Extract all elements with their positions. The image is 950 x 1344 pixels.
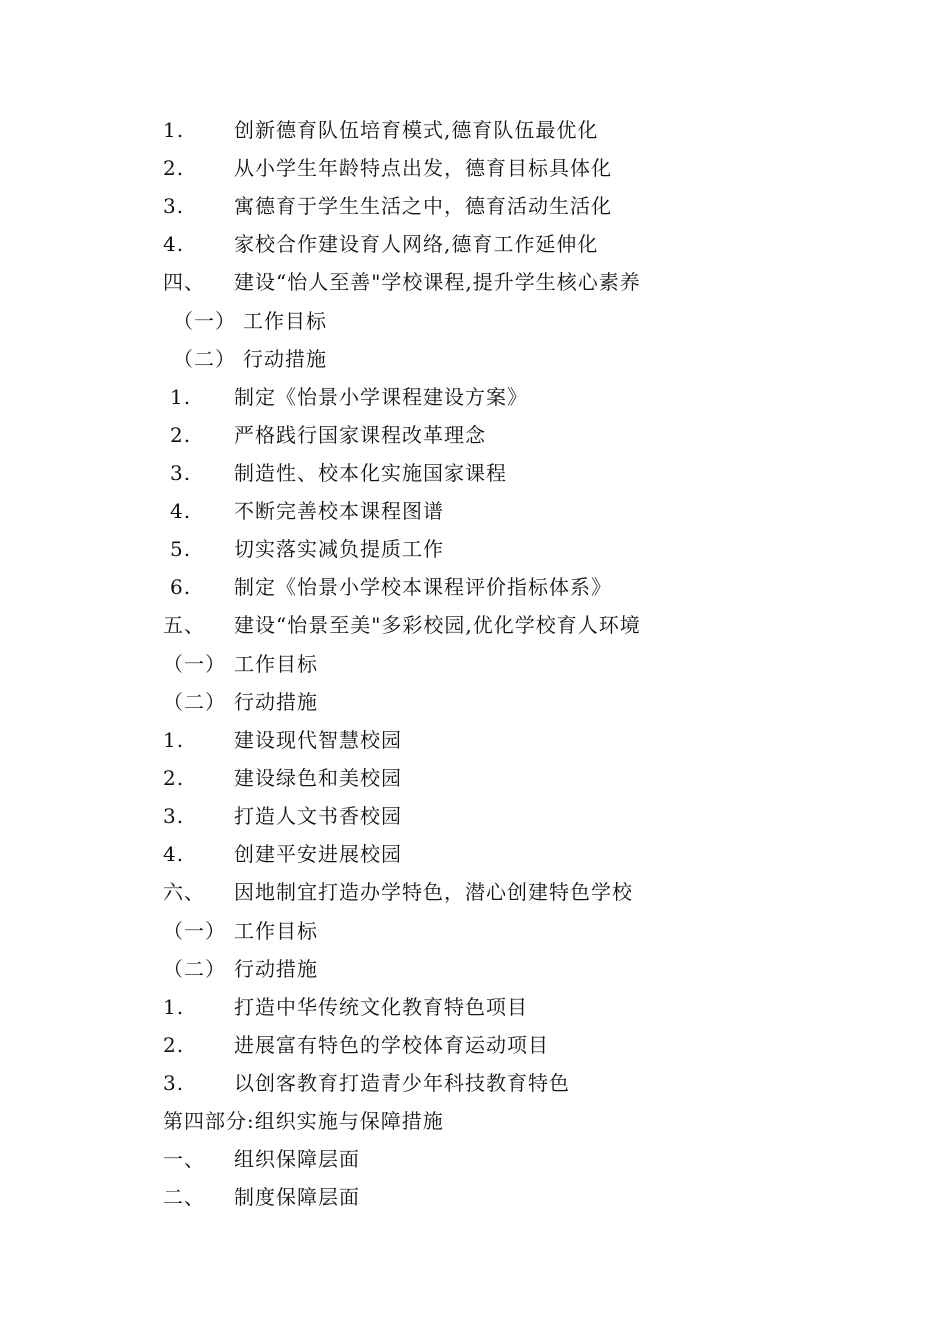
list-item-text: 制定《怡景小学校本课程评价指标体系》 — [234, 575, 612, 599]
section-title: 组织保障层面 — [234, 1147, 360, 1171]
list-item-text: 家校合作建设育人网络,德育工作延伸化 — [234, 232, 599, 256]
section-title: 因地制宜打造办学特色，潜心创建特色学校 — [234, 880, 633, 904]
list-marker: 2. — [163, 766, 185, 790]
subsection-marker: （一） — [163, 652, 226, 676]
list-item-text: 创建平安进展校园 — [234, 842, 402, 866]
list-marker: 6. — [170, 575, 192, 599]
section-title: 建设“怡景至美"多彩校园,优化学校育人环境 — [234, 613, 641, 637]
section-title: 制度保障层面 — [234, 1185, 360, 1209]
subsection-title: 工作目标 — [243, 309, 327, 333]
list-marker: 3. — [163, 194, 185, 218]
subsection-marker: （二） — [173, 347, 236, 371]
part-title: 第四部分:组织实施与保障措施 — [163, 1109, 444, 1133]
list-item-text: 寓德育于学生生活之中，德育活动生活化 — [234, 194, 612, 218]
list-marker: 1. — [170, 385, 192, 409]
list-marker: 4. — [163, 232, 185, 256]
subsection-title: 行动措施 — [243, 347, 327, 371]
section-marker: 五、 — [163, 613, 205, 637]
subsection-marker: （二） — [163, 957, 226, 981]
subsection-marker: （一） — [163, 919, 226, 943]
list-item-text: 切实落实减负提质工作 — [234, 537, 444, 561]
list-marker: 1. — [163, 995, 185, 1019]
list-marker: 1. — [163, 118, 185, 142]
section-marker: 一、 — [163, 1147, 205, 1171]
list-item-text: 打造人文书香校园 — [234, 804, 402, 828]
list-marker: 1. — [163, 728, 185, 752]
list-marker: 3. — [163, 1071, 185, 1095]
list-marker: 5. — [170, 537, 192, 561]
list-item-text: 打造中华传统文化教育特色项目 — [234, 995, 528, 1019]
list-item-text: 制造性、校本化实施国家课程 — [234, 461, 507, 485]
section-marker: 六、 — [163, 880, 205, 904]
list-item-text: 从小学生年龄特点出发，德育目标具体化 — [234, 156, 612, 180]
list-marker: 2. — [170, 423, 192, 447]
subsection-title: 工作目标 — [234, 652, 318, 676]
section-marker: 二、 — [163, 1185, 205, 1209]
list-marker: 4. — [170, 499, 192, 523]
subsection-marker: （一） — [173, 309, 236, 333]
list-item-text: 制定《怡景小学课程建设方案》 — [234, 385, 528, 409]
subsection-title: 行动措施 — [234, 690, 318, 714]
list-item-text: 进展富有特色的学校体育运动项目 — [234, 1033, 549, 1057]
list-marker: 4. — [163, 842, 185, 866]
list-marker: 3. — [163, 804, 185, 828]
list-item-text: 建设绿色和美校园 — [234, 766, 402, 790]
list-item-text: 严格践行国家课程改革理念 — [234, 423, 486, 447]
list-marker: 2. — [163, 1033, 185, 1057]
list-item-text: 创新德育队伍培育模式,德育队伍最优化 — [234, 118, 599, 142]
list-marker: 3. — [170, 461, 192, 485]
list-item-text: 不断完善校本课程图谱 — [234, 499, 444, 523]
section-marker: 四、 — [163, 270, 205, 294]
subsection-title: 行动措施 — [234, 957, 318, 981]
subsection-marker: （二） — [163, 690, 226, 714]
section-title: 建设“怡人至善"学校课程,提升学生核心素养 — [234, 270, 641, 294]
list-item-text: 建设现代智慧校园 — [234, 728, 402, 752]
subsection-title: 工作目标 — [234, 919, 318, 943]
list-marker: 2. — [163, 156, 185, 180]
list-item-text: 以创客教育打造青少年科技教育特色 — [234, 1071, 570, 1095]
